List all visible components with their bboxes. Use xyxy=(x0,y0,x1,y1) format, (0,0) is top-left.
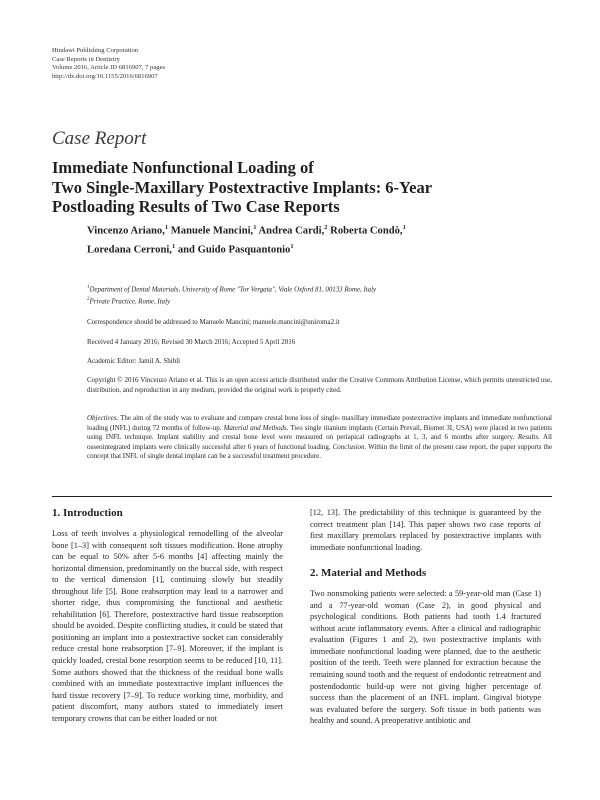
title-line: Two Single-Maxillary Postextractive Implants: 6-Year xyxy=(52,177,433,197)
methods-paragraph: Two nonsmoking patients were selected: a 59-year-old man (Case 1) and a 77-year-old woman (Case 2), in good physical and psychological conditions. Both patients had tooth 1.4 fractured without acute inflammatory events. After a clinical and radiographic evaluation (Figures 1 and 2), two postextractive implants with immediate nonfunctional loading were planned, due to the aesthetic position of the teeth. Teeth were planned for extraction because the remaining sound tooth and the request of endodontic retreatment and postendodontic build-up were not giving higher percentage of success than the placement of an INFL implant. Gingival biotype was evaluated before the surgery. Soft tissue in both patients was healthy and sound. A preoperative antibiotic and xyxy=(310,589,541,726)
author-affil-sup: 1 xyxy=(402,224,406,231)
abstract-conclusion-label: Conclusion. xyxy=(332,442,367,451)
correspondence-line: Correspondence should be addressed to Manuele Mancini; manuele.mancini@uniroma2.it xyxy=(87,318,340,326)
author-line xyxy=(87,220,406,239)
publisher-name: Hindawi Publishing Corporation xyxy=(52,47,139,54)
affiliation-text: Department of Dental Materials, University of Rome "Tor Vergata", Viale Oxford 81, 00133 Rome, Italy xyxy=(89,286,377,294)
journal-name: Case Reports in Dentistry xyxy=(52,55,120,63)
dates-line: Received 4 January 2016; Revised 30 March 2016; Accepted 5 April 2016 xyxy=(87,338,296,346)
author-affil-sup: 1 xyxy=(253,224,257,231)
author-affil-sup: 1 xyxy=(171,242,176,250)
author-name: Vincenzo Ariano, xyxy=(87,225,165,237)
abstract-results-label: Results. xyxy=(517,433,540,441)
intro-continued-paragraph: [12, 13]. The predictability of this technique is guaranteed by the correct treatment plan [14]. This paper shows two case reports of first maxillary premolars replaced by postextractive implants with immediate nonfunctional loading. xyxy=(310,508,541,552)
author-affil-sup: 2 xyxy=(324,224,328,231)
author-name: and Guido Pasquantonio xyxy=(177,244,291,256)
affiliation-sup: 2 xyxy=(87,297,90,303)
doi-link[interactable]: http://dx.doi.org/10.1155/2016/6816907 xyxy=(52,72,158,80)
affiliations xyxy=(87,283,376,308)
author-list xyxy=(87,220,406,257)
right-column xyxy=(310,507,541,727)
abstract-methods: Two single titanium implants (Certain Prevail, Biomet 3I, USA) were placed in two patients using INFL technique. Implant stability and crestal bone level were measured on periapical radiographs at 1, 3, and 6 months after surgery. xyxy=(87,423,553,441)
title-line: Immediate Nonfunctional Loading of xyxy=(52,158,314,177)
author-name: Roberta Condò, xyxy=(330,225,403,237)
affiliation-sup: 1 xyxy=(87,285,90,290)
author-name: Andrea Cardi, xyxy=(258,225,325,237)
affiliation xyxy=(87,295,376,307)
volume-info: Volume 2016, Article ID 6816907, 7 pages xyxy=(52,64,166,72)
section-divider xyxy=(52,496,552,497)
section-heading: 1. Introduction xyxy=(52,507,123,519)
author-line xyxy=(87,239,406,258)
abstract xyxy=(87,414,552,462)
intro-paragraph: Loss of teeth involves a physiological remodelling of the alveolar bone [1–3] with consequent soft tissues modification. Bone atrophy can be equal to 50% after 5-6 months [4] affecting mainly the horizontal dimension, predominantly on the buccal side, with respect to the vertical dimension [1], continuing slowly but steadily throughout life [5]. Bone reabsorption may lead to a narrower and shorter ridge, thus compromising the functional and aesthetic rehabilitation [6]. Therefore, postextractive hard tissue reabsorption should be avoided. Despite conflicting studies, it could be stated that positioning an implant into a postextractive socket can considerably reduce crestal bone reabsorption [7–9]. Moreover, if the implant is quickly loaded, crestal bone resorption seems to be reduced [10, 11]. Some authors showed that the thickness of the residual bone walls combined with an immediate postextractive implant influences the hard tissue recovery [7–9]. To reduce working time, morbidity, and patient discomfort, many authors stated to immediately insert temporary crowns that can be either loaded or not xyxy=(52,529,283,723)
title-line: Postloading Results of Two Case Reports xyxy=(52,197,340,216)
article-type-label: Case Report xyxy=(52,128,147,149)
abstract-methods-label: Material and Methods. xyxy=(223,423,289,432)
abstract-objectives: The aim of the study was to evaluate and compare crestal bone loss of single- maxillary immediate postextractive implants and immediate nonfunctional loading (INFL) during 72 months of follow-up. xyxy=(87,414,552,432)
editor-line: Academic Editor: Jamil A. Shibli xyxy=(87,357,181,365)
left-column xyxy=(52,507,283,724)
author-name: Manuele Mancini, xyxy=(170,225,254,237)
journal-header xyxy=(52,47,165,81)
affiliation-text: Private Practice, Rome, Italy xyxy=(89,298,171,306)
section-heading: 2. Material and Methods xyxy=(310,567,427,580)
abstract-conclusion: Within the limit of the present case report, the paper supports the concept that INFL of single dental implant can be a successful treatment procedure. xyxy=(87,442,552,460)
abstract-objectives-label: Objectives. xyxy=(87,414,119,422)
affiliation xyxy=(87,283,376,295)
author-name: Loredana Cerroni, xyxy=(87,244,172,256)
copyright-notice: Copyright © 2016 Vincenzo Ariano et al. This is an open access article distributed under the Creative Commons Attribution License, which permits unrestricted use, distribution, and reproduction in any medium, provided the original work is properly cited. xyxy=(87,376,552,394)
author-affil-sup: 1 xyxy=(290,242,294,250)
author-affil-sup: 1 xyxy=(164,224,169,231)
article-title xyxy=(52,158,552,217)
abstract-results: All osseointegrated implants were clinically successful after 6 years of functional loading. xyxy=(87,433,552,451)
